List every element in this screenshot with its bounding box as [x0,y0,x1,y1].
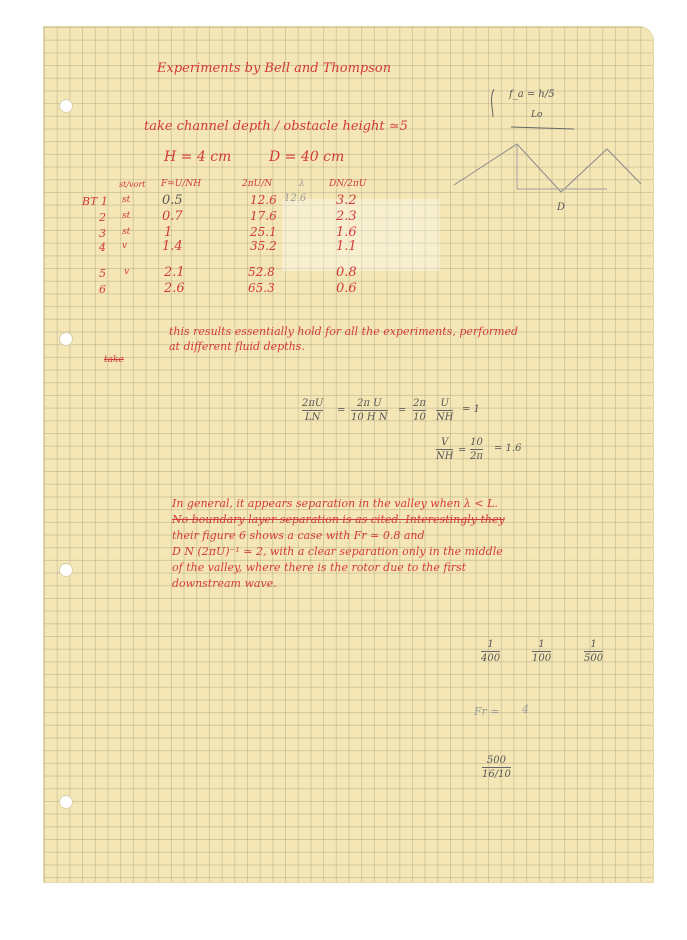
row-r: 1.6 [336,225,357,240]
pencil-frac-b: 1 100 [532,639,552,664]
row-id: 6 [99,283,106,296]
row-id: 5 [99,267,106,280]
fr-label: Fr = [474,705,500,718]
binder-hole [59,99,73,113]
side-note: take [104,355,124,365]
table-header: 2πU/N [242,179,273,189]
row-id: 3 [99,227,106,240]
row-f: 2.6 [164,281,185,296]
paragraph-line: No boundary layer separation is as cited. Interestingly they [172,513,505,526]
row-k: 17.6 [250,209,277,223]
paragraph-line: downstream wave. [172,577,277,590]
graph-paper-sheet [44,27,653,882]
table-header: st/vort [119,180,146,189]
diagram-width-label: Lo [531,110,543,120]
pencil-frac-c: 1 500 [584,639,604,664]
row-f: 1.4 [162,239,183,254]
row-id: 4 [99,241,106,254]
diagram-base-label: D [557,202,566,213]
eq2-equals: = [458,445,467,456]
row-st: st [122,211,131,221]
pencil-frac-big: 500 16/10 [482,755,511,780]
eq1-frac-c: 2π 10 [413,398,426,423]
depth-ratio-note: take channel depth / obstacle height ≃5 [144,119,408,134]
eq1-frac-d: U NH [436,398,454,423]
row-k: 12.6 [250,193,277,207]
row-st: st [122,227,131,237]
eq1-equals: = [398,405,407,416]
results-line: this results essentially hold for all the experiments, performed [169,325,519,338]
eq1-equals: = [337,405,346,416]
binder-hole [59,332,73,346]
taped-patch [282,199,440,271]
row-id: 2 [99,211,106,224]
table-header: λ [299,179,305,189]
row-id: BT 1 [82,195,108,208]
page-title: Experiments by Bell and Thompson [157,61,392,76]
row-r: 0.8 [336,265,357,280]
row-k: 35.2 [250,239,277,253]
row-st: v [124,267,130,277]
paragraph-line: their figure 6 shows a case with Fr ≃ 0.8 and [172,529,425,542]
row-f: 2.1 [164,265,185,280]
row-k: 52.8 [248,265,275,279]
row-f: 0.7 [162,209,183,224]
eq1-frac-b: 2π U 10 H N [351,398,388,423]
eq2-frac-a: V NH [436,437,454,462]
row-f: 0.5 [162,193,183,208]
wave-diagram [449,89,644,219]
eq2-result: = 1.6 [494,443,522,454]
row-r: 2.3 [336,209,357,224]
pencil-frac-a: 1 400 [481,639,501,664]
param-d: D = 40 cm [269,149,345,165]
eq1-frac-a: 2πU LN [302,398,324,423]
param-h: H = 4 cm [164,149,232,165]
eq2-frac-b: 10 2π [470,437,483,462]
row-r: 1.1 [336,239,357,254]
row-r: 3.2 [336,193,357,208]
binder-hole [59,563,73,577]
paragraph-line: In general, it appears separation in the valley when λ < L. [172,497,498,510]
row-st: st [122,195,131,205]
diagram-top-label: f_a = h/5 [509,89,555,100]
binder-hole [59,795,73,809]
paragraph-line: D N (2πU)⁻¹ ≃ 2, with a clear separation only in the middle [172,545,503,558]
row-st: v [122,241,128,251]
table-header: DN/2πU [329,179,367,189]
paragraph-line: of the valley, where there is the rotor due to the first [172,561,467,574]
eq1-result: = 1 [462,404,480,415]
table-header: F=U/NH [161,179,202,189]
fr-value: 4 [522,703,529,716]
row-f: 1 [164,225,173,240]
row-k: 65.3 [248,281,275,295]
row-k: 25.1 [250,225,277,239]
row-k2: 12.6 [284,193,307,204]
results-line: at different fluid depths. [169,340,305,353]
row-r: 0.6 [336,281,357,296]
